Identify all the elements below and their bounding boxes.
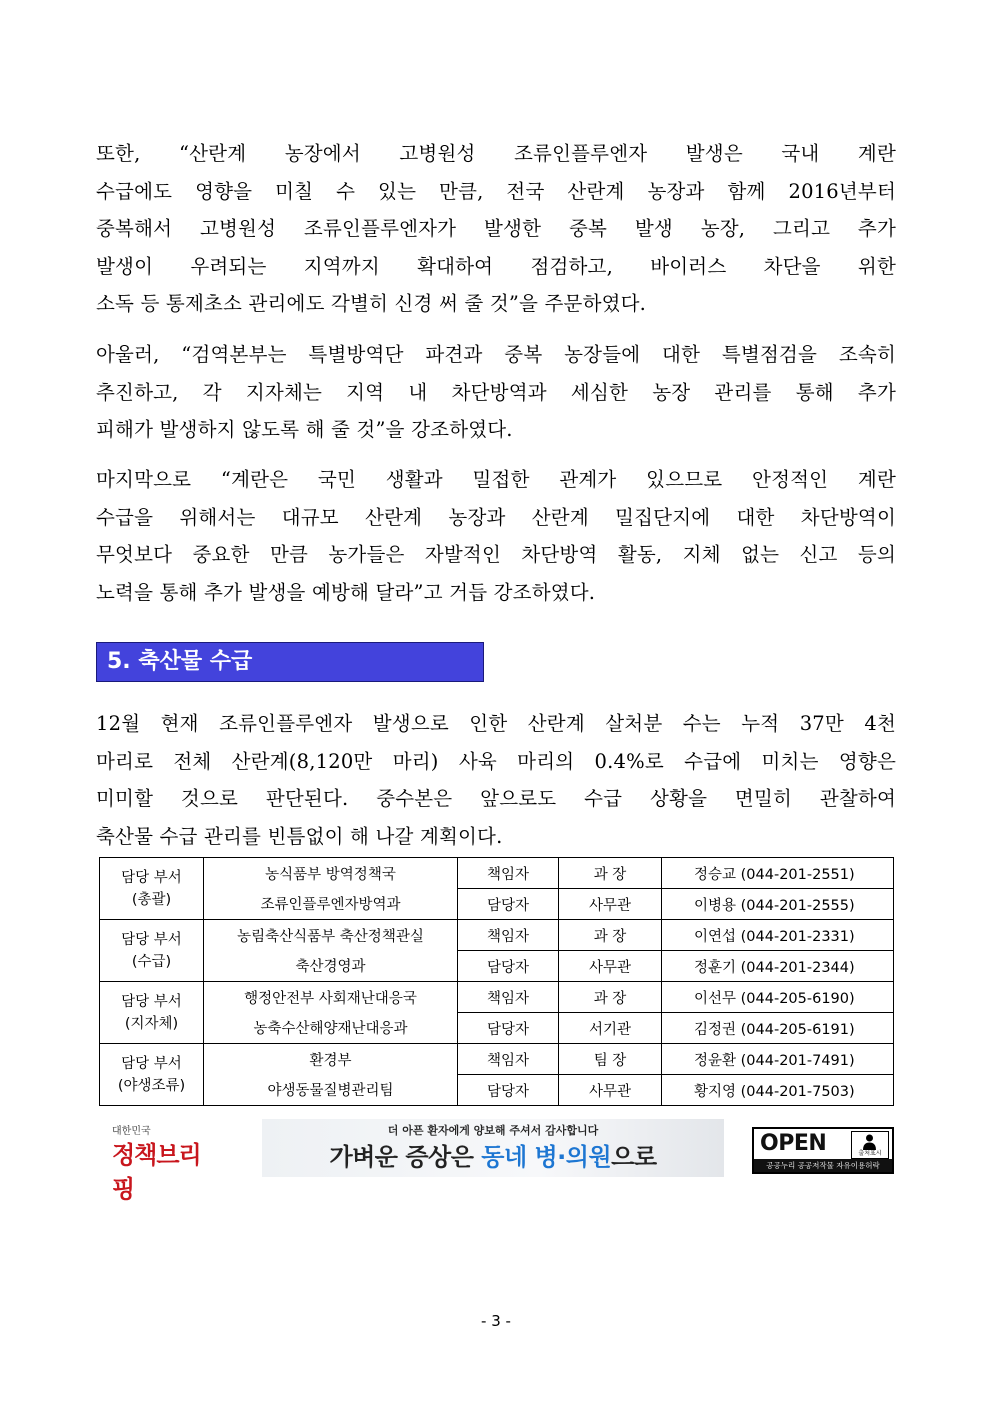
attribution-icon-box — [851, 1131, 889, 1159]
role-cell: 책임자 — [458, 1044, 559, 1075]
text-line: 아울러, “검역본부는 특별방역단 파견과 중복 농장들에 대한 특별점검을 조속히 — [96, 343, 896, 366]
role-cell: 담당자 — [458, 889, 559, 920]
table-row — [100, 951, 894, 982]
contact-table — [99, 857, 894, 1106]
table-row — [100, 1013, 894, 1044]
banner-main-post: 으로 — [611, 1143, 657, 1171]
text-line: 발생이 우려되는 지역까지 확대하여 점검하고, 바이러스 차단을 위한 — [96, 254, 896, 278]
table-row — [100, 982, 894, 1013]
office-cell: 조류인플루엔자방역과 — [204, 889, 458, 920]
title-cell: 과 장 — [559, 920, 662, 951]
title-cell: 과 장 — [559, 982, 662, 1013]
person-cell: 김정권 (044-205-6191) — [662, 1013, 894, 1044]
text-line: 추진하고, 각 지자체는 지역 내 차단방역과 세심한 농장 관리를 통해 추가 — [96, 380, 896, 404]
title-cell: 사무관 — [559, 951, 662, 982]
banner-main-highlight: 동네 병·의원 — [481, 1143, 612, 1171]
title-cell: 서기관 — [559, 1013, 662, 1044]
logo-small-text: 대한민국 — [112, 1126, 151, 1137]
table-row — [100, 920, 894, 951]
dept-label: 담당 부서 — [121, 993, 182, 1010]
dept-scope: (지자체) — [124, 1015, 179, 1032]
role-cell: 담당자 — [458, 951, 559, 982]
text-line: 마리로 전체 산란계(8,120만 마리) 사육 마리의 0.4%로 수급에 미치는 영향은 — [96, 749, 896, 773]
office-cell: 농식품부 방역정책국 — [204, 858, 458, 889]
person-cell: 이선무 (044-205-6190) — [662, 982, 894, 1013]
text-line: 소독 등 통제초소 관리에도 각별히 신경 써 줄 것”을 주문하였다. — [96, 292, 647, 315]
table-row — [100, 858, 894, 889]
open-bottom-text: 공공누리 공공저작물 자유이용허락 — [754, 1159, 892, 1172]
logo-big-text: 정책브리핑 — [112, 1141, 201, 1203]
person-cell: 정승교 (044-201-2551) — [662, 858, 894, 889]
text-line: 12월 현재 조류인플루엔자 발생으로 인한 산란계 살처분 수는 누적 37만 4천 — [96, 712, 896, 735]
banner-top-text: 더 아픈 환자에게 양보해 주셔서 감사합니다 — [387, 1124, 599, 1137]
office-cell: 환경부 — [204, 1044, 458, 1075]
text-line: 축산물 수급 관리를 빈틈없이 해 나갈 계획이다. — [96, 824, 503, 848]
paragraph-1 — [96, 135, 896, 323]
person-cell: 정훈기 (044-201-2344) — [662, 951, 894, 982]
dept-scope: (수급) — [131, 953, 172, 970]
text-line: 수급에도 영향을 미칠 수 있는 만큼, 전국 산란계 농장과 함께 2016년부터 — [96, 179, 896, 203]
dept-label: 담당 부서 — [121, 869, 182, 886]
title-cell: 사무관 — [559, 1075, 662, 1106]
dept-label: 담당 부서 — [121, 1055, 182, 1072]
paragraph-3 — [96, 461, 896, 611]
text-line: 노력을 통해 추가 발생을 예방해 달라”고 거듭 강조하였다. — [96, 580, 596, 604]
section-header: 5. 축산물 수급 — [96, 642, 484, 682]
paragraph-2 — [96, 336, 896, 449]
open-license-badge — [752, 1127, 894, 1174]
table-row — [100, 1075, 894, 1106]
page-number: - 3 - — [481, 1312, 511, 1330]
title-cell: 과 장 — [559, 858, 662, 889]
text-line: 피해가 발생하지 않도록 해 줄 것”을 강조하였다. — [96, 418, 513, 441]
role-cell: 책임자 — [458, 982, 559, 1013]
office-cell: 농림축산식품부 축산정책관실 — [204, 920, 458, 951]
open-label: OPEN — [760, 1131, 827, 1156]
dept-cell — [100, 982, 204, 1044]
text-line: 또한, “산란계 농장에서 고병원성 조류인플루엔자 발생은 국내 계란 — [96, 142, 896, 165]
dept-scope: (야생조류) — [117, 1077, 186, 1094]
paragraph-4 — [96, 705, 896, 855]
person-cell: 황지영 (044-201-7503) — [662, 1075, 894, 1106]
role-cell: 담당자 — [458, 1013, 559, 1044]
policy-briefing-logo — [112, 1126, 217, 1203]
title-cell: 팀 장 — [559, 1044, 662, 1075]
text-line: 중복해서 고병원성 조류인플루엔자가 발생한 중복 발생 농장, 그리고 추가 — [96, 217, 896, 240]
person-cell: 이연섭 (044-201-2331) — [662, 920, 894, 951]
text-line: 미미할 것으로 판단된다. 중수본은 앞으로도 수급 상황을 면밀히 관찰하여 — [96, 787, 896, 810]
person-cell: 정윤환 (044-201-7491) — [662, 1044, 894, 1075]
office-cell: 행정안전부 사회재난대응국 — [204, 982, 458, 1013]
role-cell: 담당자 — [458, 1075, 559, 1106]
role-cell: 책임자 — [458, 920, 559, 951]
office-cell: 야생동물질병관리팀 — [204, 1075, 458, 1106]
table-row — [100, 1044, 894, 1075]
person-cell: 이병용 (044-201-2555) — [662, 889, 894, 920]
office-cell: 축산경영과 — [204, 951, 458, 982]
banner-main-pre: 가벼운 증상은 — [329, 1143, 482, 1171]
text-line: 수급을 위해서는 대규모 산란계 농장과 산란계 밀집단지에 대한 차단방역이 — [96, 505, 896, 529]
dept-cell — [100, 858, 204, 920]
office-cell: 농축수산해양재난대응과 — [204, 1013, 458, 1044]
banner-main-text — [262, 1137, 724, 1172]
title-cell: 사무관 — [559, 889, 662, 920]
dept-cell — [100, 920, 204, 982]
campaign-banner — [262, 1119, 724, 1177]
table-row — [100, 889, 894, 920]
text-line: 무엇보다 중요한 만큼 농가들은 자발적인 차단방역 활동, 지체 없는 신고 등의 — [96, 543, 896, 566]
dept-cell — [100, 1044, 204, 1106]
text-line: 마지막으로 “계란은 국민 생활과 밀접한 관계가 있으므로 안정적인 계란 — [96, 468, 896, 491]
dept-label: 담당 부서 — [121, 931, 182, 948]
attribution-label: 출처표시 — [858, 1150, 882, 1157]
role-cell: 책임자 — [458, 858, 559, 889]
dept-scope: (총괄) — [131, 891, 172, 908]
